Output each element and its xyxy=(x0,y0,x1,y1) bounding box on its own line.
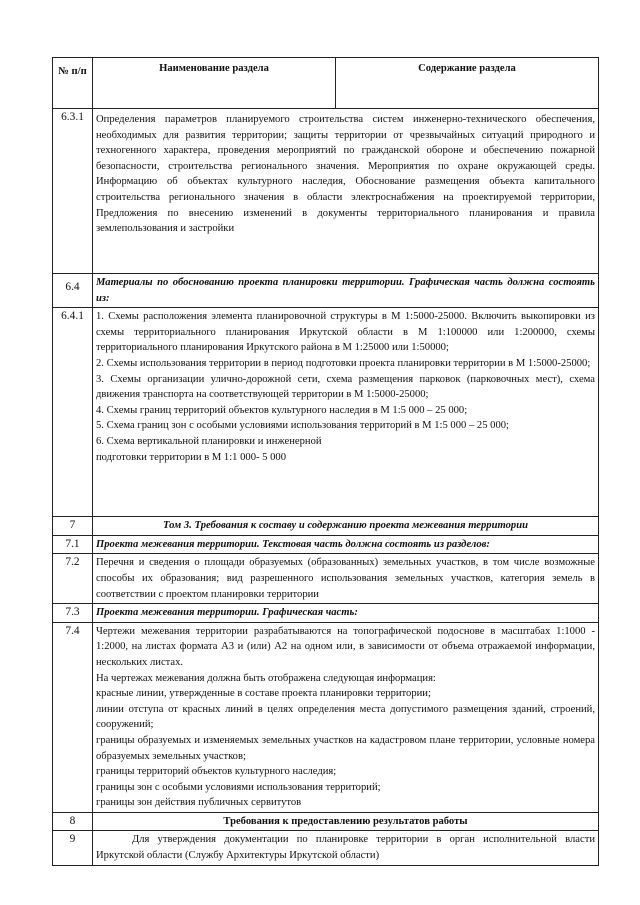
row-num: 7.2 xyxy=(53,554,93,604)
table-row xyxy=(53,517,599,536)
list-item: границы территорий объектов культурного наследия; xyxy=(96,766,337,778)
list-item: 3. Схемы организации улично-дорожной сети, схема размещения парковок (парковочных мест), схема движения транспорта на соответствующей территории в М 1:5000-25000; xyxy=(96,373,595,401)
table-row xyxy=(53,604,599,623)
list-item: Чертежи межевания территории разрабатываются на топографической подоснове в масштабах 1:1000 - 1:2000, на листах формата А3 и (или) А2 на одном или, в зависимости от объема отражаемой информации, нескольких листах. xyxy=(96,625,595,668)
list-item: 5. Схема границ зон с особыми условиями использования территорий в М 1:5 000 – 25 000; xyxy=(96,420,509,432)
list-item: 6. Схема вертикальной планировки и инженерной подготовки территории в М 1:1 000- 5 000 xyxy=(96,435,322,463)
row-num: 9 xyxy=(53,831,93,865)
row-num: 7 xyxy=(53,517,93,536)
row-text: Перечня и сведения о площади образуемых (образованных) земельных участков, в том числе возможные способы их образования; вид разрешенного использования земельных участков, категория земель в соответствии с проектом планировки территории xyxy=(93,554,599,604)
table-row xyxy=(53,308,599,517)
list-item: 4. Схемы границ территорий объектов культурного наследия в М 1:5 000 – 25 000; xyxy=(96,404,468,416)
table-row xyxy=(53,274,599,308)
list-item: 2. Схемы использования территории в период подготовки проекта планировки территории в М 1:5000-25000; xyxy=(96,357,591,369)
list-item: На чертежах межевания должна быть отображена следующая информация: xyxy=(96,672,436,684)
row-text: Проекта межевания территории. Текстовая часть должна состоять из разделов: xyxy=(93,535,599,554)
list-item: границы зон с особыми условиями использования территорий; xyxy=(96,781,381,793)
row-text: Определения параметров планируемого строительства систем инженерно-технического обеспечения, необходимых для развития территории; защиты территории от чрезвычайных ситуаций природного и техногенного характера, проведения мероприятий по гражданской обороне и обеспечению пожарной безопасности, строительства регионального значения. Мероприятия по охране окружающей среды. Информацию об объектах культурного наследия, Обоснование размещения объекта капитального строительства регионального значения в области электроснабжения на проектируемой территории, Предложения по внесению изменений в документы территориального планирования и правила землепользования и застройки xyxy=(93,109,599,274)
row-num: 6.3.1 xyxy=(53,109,93,274)
row-num: 6.4 xyxy=(53,274,93,308)
row-num: 8 xyxy=(53,812,93,831)
header-content: Содержание раздела xyxy=(336,58,599,109)
list-item: границы зон действия публичных сервитутов xyxy=(96,797,302,809)
list-item: границы образуемых и изменяемых земельных участков на кадастровом плане территории, условные номера образуемых земельных участков; xyxy=(96,734,595,762)
table-row xyxy=(53,554,599,604)
row-text: Материалы по обоснованию проекта планировки территории. Графическая часть должна состоять из: xyxy=(93,274,599,308)
row-text: Для утверждения документации по планировке территории в орган исполнительной власти Иркутской области (Службу Архитектуры Иркутской области) xyxy=(93,831,599,865)
row-text xyxy=(93,517,599,536)
requirements-table xyxy=(52,57,599,866)
row-num: 7.3 xyxy=(53,604,93,623)
document-page xyxy=(52,57,598,866)
header-name: Наименование раздела xyxy=(93,58,336,109)
volume-title: Том 3. Требования к составу и содержанию проекта межевания территории xyxy=(163,520,528,532)
list-item: 1. Схемы расположения элемента планировочной структуры в М 1:5000-25000. Включить выкопировки из схемы территориального планирования Иркутской области в М 1:100000 или 1:200000, схемы территориального планирования Иркутского района в М 1:25000 или 1:50000; xyxy=(96,311,595,354)
header-num: № п/п xyxy=(53,58,93,109)
table-row xyxy=(53,622,599,812)
table-row xyxy=(53,109,599,274)
row-text: Требования к предоставлению результатов работы xyxy=(93,812,599,831)
row-num: 7.4 xyxy=(53,622,93,812)
list-item: линии отступа от красных линий в целях определения места допустимого размещения зданий, строений, сооружений; xyxy=(96,703,595,731)
row-text xyxy=(93,622,599,812)
list-item: красные линии, утвержденные в составе проекта планировки территории; xyxy=(96,688,431,700)
row-text: Проекта межевания территории. Графическая часть: xyxy=(93,604,599,623)
table-header-row xyxy=(53,58,599,109)
table-row xyxy=(53,812,599,831)
table-row xyxy=(53,831,599,865)
table-row xyxy=(53,535,599,554)
row-text xyxy=(93,308,599,517)
row-num: 6.4.1 xyxy=(53,308,93,517)
row-num: 7.1 xyxy=(53,535,93,554)
